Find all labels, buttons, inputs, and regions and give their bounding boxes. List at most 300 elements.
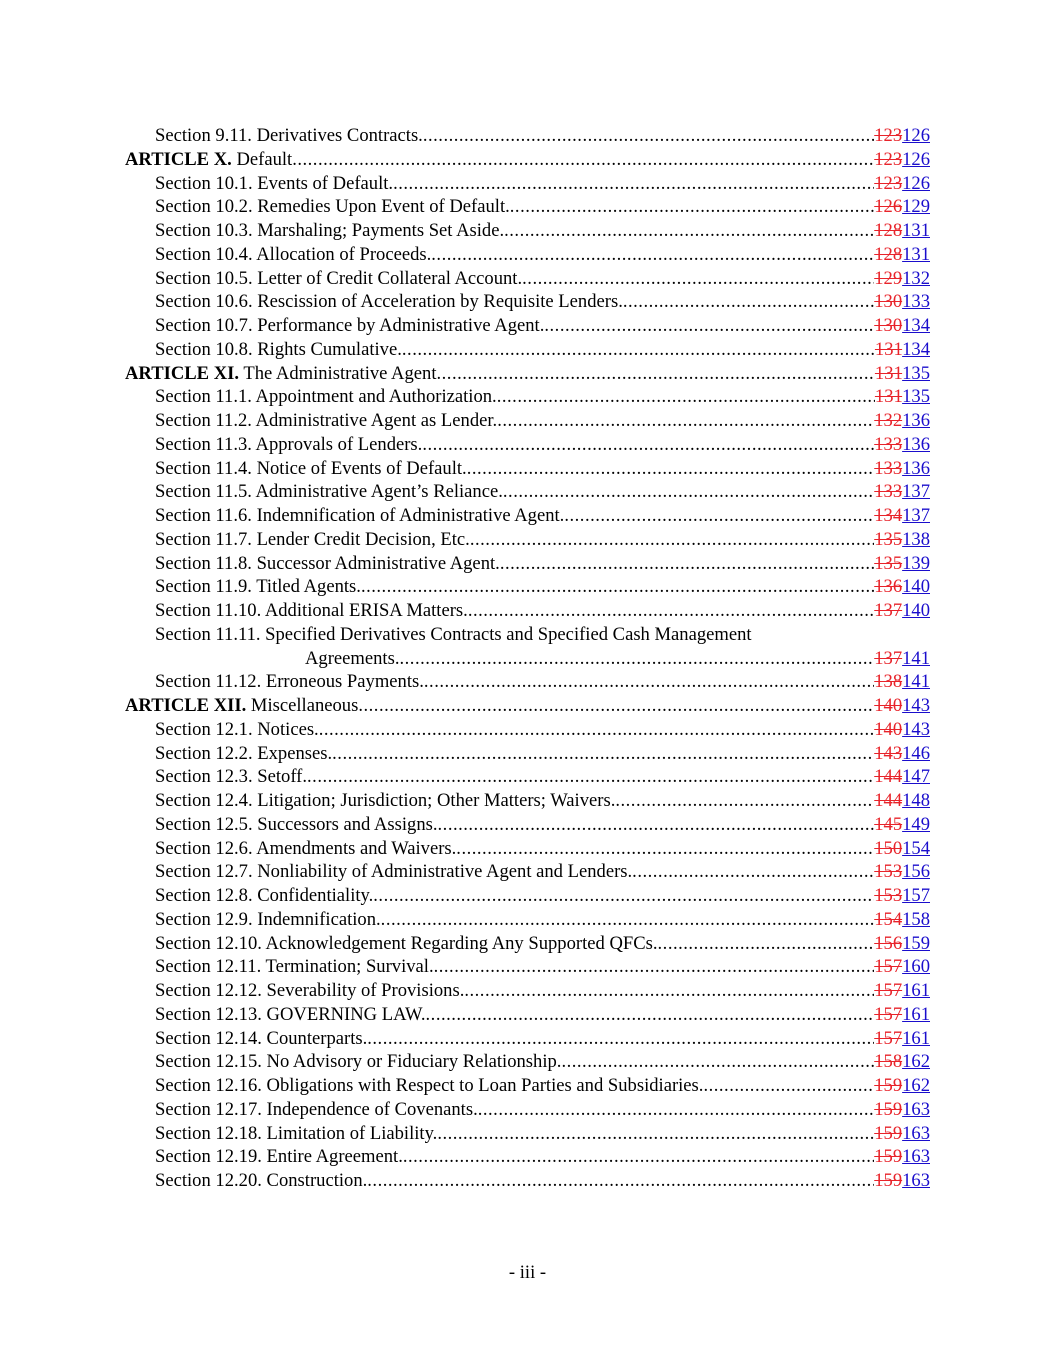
dot-leader: [437, 362, 875, 386]
toc-section-row[interactable]: [0, 884, 1055, 908]
toc-entry: [155, 124, 930, 148]
toc-entry: [155, 385, 930, 409]
dot-leader: [424, 670, 874, 694]
table-of-contents: [0, 124, 1055, 1193]
dot-leader: [504, 219, 874, 243]
inserted-page-number[interactable]: 156: [902, 861, 930, 883]
inserted-page-number[interactable]: 137: [902, 505, 930, 526]
inserted-page-number[interactable]: 160: [902, 956, 930, 978]
toc-entry: [155, 932, 930, 956]
deleted-page-number: 123: [874, 148, 903, 170]
inserted-page-number[interactable]: 141: [902, 671, 930, 693]
dot-leader: [658, 932, 875, 956]
page-refs: [874, 290, 930, 314]
deleted-page-number: 133: [874, 481, 903, 503]
deleted-page-number: 130: [874, 315, 903, 336]
toc-title: Section 12.14. Counterparts.: [155, 1027, 368, 1049]
inserted-page-number[interactable]: 126: [902, 125, 930, 146]
dot-leader: [373, 884, 874, 908]
toc-section-row[interactable]: [0, 742, 1055, 766]
toc-title: Section 12.12. Severability of Provisions.: [155, 980, 465, 1001]
toc-entry: [155, 789, 930, 813]
inserted-page-number[interactable]: 161: [902, 1027, 930, 1049]
toc-title: Section 11.5. Administrative Agent’s Reliance.: [155, 481, 503, 503]
inserted-page-number[interactable]: 143: [902, 718, 930, 740]
dot-leader: [400, 647, 875, 671]
dot-leader: [431, 243, 874, 267]
deleted-page-number: 157: [874, 980, 903, 1001]
inserted-page-number[interactable]: 161: [902, 980, 930, 1001]
toc-title: Section 12.5. Successors and Assigns.: [155, 813, 438, 835]
deleted-page-number: 130: [874, 291, 903, 313]
toc-title: Section 12.15. No Advisory or Fiduciary Relationship.: [155, 1051, 562, 1073]
dot-leader: [361, 575, 874, 599]
deleted-page-number: 137: [874, 600, 903, 621]
toc-entry: [155, 670, 930, 694]
deleted-page-number: 128: [874, 220, 903, 241]
toc-section-row[interactable]: [0, 409, 1055, 433]
toc-section-row[interactable]: [0, 575, 1055, 599]
toc-section-row[interactable]: [0, 480, 1055, 504]
toc-section-row[interactable]: [0, 1145, 1055, 1169]
inserted-page-number[interactable]: 139: [902, 552, 930, 574]
toc-entry: [305, 647, 930, 671]
deleted-page-number: 153: [874, 885, 903, 906]
deleted-page-number: 143: [874, 742, 903, 764]
inserted-page-number[interactable]: 154: [902, 837, 930, 859]
dot-leader: [402, 338, 875, 362]
toc-section-row[interactable]: [0, 1050, 1055, 1074]
toc-title: Section 12.13. GOVERNING LAW.: [155, 1003, 426, 1025]
toc-section-row[interactable]: [0, 837, 1055, 861]
toc-article-row[interactable]: [0, 148, 1055, 172]
deleted-page-number: 156: [874, 932, 903, 954]
toc-entry: [155, 409, 930, 433]
toc-title: Section 12.18. Limitation of Liability.: [155, 1122, 438, 1144]
inserted-page-number[interactable]: 129: [902, 196, 930, 218]
toc-title: Section 11.8. Successor Administrative Agent.: [155, 552, 500, 574]
toc-section-row[interactable]: [0, 765, 1055, 789]
dot-leader: [437, 1122, 874, 1146]
toc-title: Section 10.2. Remedies Upon Event of Default.: [155, 196, 510, 218]
toc-title: Section 11.1. Appointment and Authorization.: [155, 386, 497, 408]
page-refs: [874, 789, 930, 813]
inserted-page-number[interactable]: 140: [902, 600, 930, 621]
toc-entry: [155, 837, 930, 861]
dot-leader: [426, 1003, 875, 1027]
toc-entry: [125, 148, 930, 172]
inserted-page-number[interactable]: 126: [902, 148, 930, 170]
inserted-page-number[interactable]: 136: [902, 457, 930, 479]
toc-section-row[interactable]: [0, 1169, 1055, 1193]
page-refs: [874, 908, 930, 932]
toc-title: Section 12.3. Setoff.: [155, 766, 308, 788]
inserted-page-number[interactable]: 141: [902, 647, 930, 669]
page-refs: [874, 742, 930, 766]
deleted-page-number: 133: [874, 433, 903, 455]
toc-title: Section 11.9. Titled Agents.: [155, 576, 361, 598]
dot-leader: [544, 314, 874, 338]
toc-section-row[interactable]: [0, 718, 1055, 742]
page-refs: [874, 1050, 930, 1074]
toc-title: Section 12.17. Independence of Covenants.: [155, 1098, 478, 1120]
toc-entry: [155, 742, 930, 766]
toc-entry: [155, 1122, 930, 1146]
inserted-page-number[interactable]: 146: [902, 742, 930, 764]
page-refs: [874, 932, 930, 956]
toc-section-row[interactable]: [0, 1098, 1055, 1122]
inserted-page-number[interactable]: 163: [902, 1098, 930, 1120]
page-refs: [874, 694, 930, 718]
toc-entry: [155, 528, 930, 552]
inserted-page-number[interactable]: 163: [902, 1146, 930, 1168]
toc-entry: [155, 718, 930, 742]
deleted-page-number: 144: [874, 790, 903, 811]
deleted-page-number: 140: [874, 695, 903, 716]
toc-title: Section 12.19. Entire Agreement.: [155, 1146, 403, 1168]
inserted-page-number[interactable]: 134: [902, 338, 930, 360]
dot-leader: [403, 1145, 874, 1169]
toc-entry: [155, 552, 930, 576]
toc-entry: [155, 765, 930, 789]
toc-entry: [155, 219, 930, 243]
page-refs: [875, 385, 930, 409]
deleted-page-number: 123: [874, 125, 903, 146]
toc-section-row[interactable]: [0, 528, 1055, 552]
inserted-page-number[interactable]: 131: [902, 220, 930, 241]
toc-section-row[interactable]: [0, 670, 1055, 694]
toc-title: ARTICLE XII. Miscellaneous: [125, 695, 359, 716]
toc-entry: [155, 1098, 930, 1122]
deleted-page-number: 132: [874, 410, 903, 431]
toc-entry: [155, 314, 930, 338]
page-refs: [874, 575, 930, 599]
toc-title: Section 12.7. Nonliability of Administrative Agent and Lenders.: [155, 861, 633, 883]
dot-leader: [319, 718, 875, 742]
inserted-page-number[interactable]: 161: [902, 1003, 930, 1025]
article-number: ARTICLE XI.: [125, 362, 240, 384]
deleted-page-number: 157: [874, 956, 903, 978]
toc-entry: [155, 860, 930, 884]
deleted-page-number: 159: [874, 1122, 903, 1144]
dot-leader: [292, 148, 874, 172]
toc-title: Section 10.5. Letter of Credit Collateral Account.: [155, 267, 523, 289]
page-refs: [874, 1145, 930, 1169]
toc-entry: [125, 694, 930, 718]
toc-section-row[interactable]: [0, 172, 1055, 196]
deleted-page-number: 138: [874, 671, 903, 693]
inserted-page-number[interactable]: 135: [902, 386, 930, 408]
dot-leader: [703, 1074, 874, 1098]
toc-title: Section 11.12. Erroneous Payments.: [155, 671, 424, 693]
deleted-page-number: 134: [874, 505, 903, 526]
inserted-page-number[interactable]: 140: [902, 576, 930, 598]
toc-section-row[interactable]: [0, 1003, 1055, 1027]
page-refs: [874, 1122, 930, 1146]
inserted-page-number[interactable]: 126: [902, 172, 930, 194]
toc-title: Section 10.1. Events of Default.: [155, 172, 394, 194]
toc-section-row[interactable]: [0, 385, 1055, 409]
dot-leader: [393, 172, 874, 196]
inserted-page-number[interactable]: 137: [902, 481, 930, 503]
deleted-page-number: 123: [874, 172, 903, 194]
page-refs: [874, 955, 930, 979]
toc-entry: [155, 243, 930, 267]
deleted-page-number: 129: [874, 267, 903, 289]
inserted-page-number[interactable]: 159: [902, 932, 930, 954]
toc-section-row[interactable]: [0, 1122, 1055, 1146]
page-refs: [874, 670, 930, 694]
page-refs: [874, 433, 930, 457]
deleted-page-number: 133: [874, 457, 903, 479]
page-refs: [874, 195, 930, 219]
article-number: ARTICLE X.: [125, 148, 232, 170]
toc-section-row[interactable]: [0, 243, 1055, 267]
page-refs: [874, 480, 930, 504]
deleted-page-number: 153: [874, 861, 903, 883]
inserted-page-number[interactable]: 138: [902, 528, 930, 550]
toc-entry: [155, 1145, 930, 1169]
page-refs: [874, 1027, 930, 1051]
toc-section-row[interactable]: [0, 433, 1055, 457]
page-refs: [874, 148, 930, 172]
page-refs: [874, 647, 930, 671]
toc-title: Section 12.8. Confidentiality.: [155, 885, 374, 906]
toc-entry: [155, 1003, 930, 1027]
article-number: ARTICLE XII.: [125, 695, 247, 716]
toc-section-row[interactable]: [0, 457, 1055, 481]
deleted-page-number: 126: [874, 196, 903, 218]
toc-title: Section 12.11. Termination; Survival.: [155, 956, 434, 978]
toc-title: Section 12.6. Amendments and Waivers.: [155, 837, 457, 859]
toc-title: Section 12.10. Acknowledgement Regarding Any Supported QFCs.: [155, 932, 658, 954]
toc-section-row[interactable]: [0, 813, 1055, 837]
toc-section-row[interactable]: [0, 955, 1055, 979]
toc-entry: [155, 290, 930, 314]
dot-leader: [500, 552, 874, 576]
deleted-page-number: 131: [874, 362, 903, 384]
toc-section-row[interactable]: [0, 789, 1055, 813]
page-refs: [875, 338, 930, 362]
toc-entry: [155, 955, 930, 979]
toc-title: Section 11.2. Administrative Agent as Lender.: [155, 410, 498, 431]
deleted-page-number: 136: [874, 576, 903, 598]
toc-section-row[interactable]: [0, 267, 1055, 291]
toc-section-row[interactable]: [0, 932, 1055, 956]
page-refs: [874, 243, 930, 267]
page-refs: [874, 718, 930, 742]
inserted-page-number[interactable]: 147: [902, 766, 930, 788]
toc-title: Section 12.1. Notices.: [155, 718, 319, 740]
page-refs: [874, 837, 930, 861]
toc-title: Section 10.6. Rescission of Acceleration by Requisite Lenders.: [155, 291, 623, 313]
inserted-page-number[interactable]: 131: [902, 243, 930, 265]
toc-title: Section 10.4. Allocation of Proceeds.: [155, 243, 432, 265]
inserted-page-number[interactable]: 148: [902, 790, 930, 811]
page-refs: [874, 409, 930, 433]
page-refs: [874, 172, 930, 196]
deleted-page-number: 154: [874, 908, 903, 930]
toc-entry: [155, 338, 930, 362]
toc-title: Section 12.4. Litigation; Jurisdiction; Other Matters; Waivers.: [155, 790, 616, 811]
toc-entry: [155, 1027, 930, 1051]
toc-title: Section 11.7. Lender Credit Decision, Etc.: [155, 528, 470, 550]
inserted-page-number[interactable]: 162: [902, 1051, 930, 1073]
page-refs: [874, 528, 930, 552]
dot-leader: [307, 765, 874, 789]
deleted-page-number: 131: [874, 338, 903, 360]
toc-title: Section 10.3. Marshaling; Payments Set Aside.: [155, 220, 505, 241]
toc-section-row[interactable]: [0, 290, 1055, 314]
deleted-page-number: 145: [874, 813, 903, 835]
inserted-page-number[interactable]: 158: [902, 908, 930, 930]
toc-section-row[interactable]: [0, 338, 1055, 362]
dot-leader: [615, 789, 874, 813]
inserted-page-number[interactable]: 136: [902, 410, 930, 431]
inserted-page-number[interactable]: 143: [902, 695, 930, 716]
page-refs: [874, 1003, 930, 1027]
toc-section-row[interactable]: [0, 504, 1055, 528]
page-refs: [875, 362, 930, 386]
dot-leader: [464, 979, 874, 1003]
inserted-page-number[interactable]: 134: [902, 315, 930, 336]
toc-title: Section 11.10. Additional ERISA Matters.: [155, 600, 468, 621]
toc-article-row[interactable]: [0, 362, 1055, 386]
toc-section-row[interactable]: [0, 314, 1055, 338]
dot-leader: [381, 908, 875, 932]
dot-leader: [456, 837, 874, 861]
toc-section-row[interactable]: [0, 195, 1055, 219]
deleted-page-number: 157: [874, 1027, 903, 1049]
deleted-page-number: 128: [874, 243, 903, 265]
toc-entry: [155, 433, 930, 457]
toc-section-row[interactable]: [0, 124, 1055, 148]
toc-entry: [155, 457, 930, 481]
toc-entry: [155, 480, 930, 504]
toc-entry: [155, 979, 930, 1003]
inserted-page-number[interactable]: 133: [902, 291, 930, 313]
inserted-page-number[interactable]: 149: [902, 813, 930, 835]
toc-title: Section 12.2. Expenses.: [155, 742, 333, 764]
toc-entry: [155, 1050, 930, 1074]
deleted-page-number: 135: [874, 528, 903, 550]
deleted-page-number: 140: [874, 718, 903, 740]
dot-leader: [632, 860, 874, 884]
page-refs: [874, 314, 930, 338]
toc-section-row[interactable]: [0, 599, 1055, 623]
dot-leader: [623, 290, 874, 314]
page-refs: [874, 457, 930, 481]
toc-title-line1: Section 11.11. Specified Derivatives Contracts and Specified Cash Management: [155, 623, 752, 645]
toc-section-row[interactable]: [0, 219, 1055, 243]
toc-title: Section 12.16. Obligations with Respect to Loan Parties and Subsidiaries.: [155, 1075, 704, 1096]
toc-section-row[interactable]: [0, 1027, 1055, 1051]
dot-leader: [438, 813, 875, 837]
toc-title: Section 10.7. Performance by Administrative Agent.: [155, 315, 545, 336]
deleted-page-number: 150: [874, 837, 903, 859]
page-refs: [874, 267, 930, 291]
toc-entry: [155, 172, 930, 196]
dot-leader: [332, 742, 874, 766]
inserted-page-number[interactable]: 135: [902, 362, 930, 384]
toc-title: Section 12.20. Construction.: [155, 1170, 368, 1191]
dot-leader: [510, 195, 874, 219]
inserted-page-number[interactable]: 132: [902, 267, 930, 289]
toc-entry: [155, 267, 930, 291]
deleted-page-number: 159: [874, 1170, 903, 1191]
toc-entry: [125, 362, 930, 386]
toc-title: Agreements.: [305, 647, 400, 669]
page-refs: [874, 1098, 930, 1122]
dot-leader: [478, 1098, 874, 1122]
toc-entry: [155, 195, 930, 219]
deleted-page-number: 158: [874, 1051, 903, 1073]
toc-section-row[interactable]: [0, 979, 1055, 1003]
toc-entry: [155, 908, 930, 932]
toc-entry: [155, 599, 930, 623]
toc-section-row[interactable]: [0, 623, 1055, 671]
deleted-page-number: 157: [874, 1003, 903, 1025]
page-refs: [874, 813, 930, 837]
page-refs: [874, 504, 930, 528]
dot-leader: [503, 480, 874, 504]
toc-section-row[interactable]: [0, 860, 1055, 884]
deleted-page-number: 135: [874, 552, 903, 574]
dot-leader: [564, 504, 874, 528]
dot-leader: [470, 528, 874, 552]
inserted-page-number[interactable]: 136: [902, 433, 930, 455]
page-number: - iii -: [508, 1262, 547, 1283]
inserted-page-number[interactable]: 157: [902, 885, 930, 906]
inserted-page-number[interactable]: 163: [902, 1122, 930, 1144]
deleted-page-number: 159: [874, 1146, 903, 1168]
dot-leader: [467, 457, 875, 481]
page-refs: [874, 124, 930, 148]
deleted-page-number: 137: [874, 647, 903, 669]
toc-entry: [155, 1169, 930, 1193]
page-refs: [874, 860, 930, 884]
dot-leader: [367, 1027, 874, 1051]
page-refs: [874, 219, 930, 243]
toc-title: ARTICLE X. Default: [125, 148, 293, 170]
dot-leader: [561, 1050, 874, 1074]
page-refs: [874, 599, 930, 623]
toc-title: Section 11.6. Indemnification of Administrative Agent.: [155, 505, 565, 526]
inserted-page-number[interactable]: 163: [902, 1170, 930, 1191]
toc-section-row[interactable]: [0, 552, 1055, 576]
toc-title: Section 11.4. Notice of Events of Default.: [155, 457, 467, 479]
toc-title: Section 10.8. Rights Cumulative.: [155, 338, 402, 360]
toc-entry: [155, 504, 930, 528]
inserted-page-number[interactable]: 162: [902, 1075, 930, 1096]
toc-entry: [155, 575, 930, 599]
toc-section-row[interactable]: [0, 908, 1055, 932]
toc-title: Section 12.9. Indemnification.: [155, 908, 381, 930]
toc-section-row[interactable]: [0, 1074, 1055, 1098]
toc-article-row[interactable]: [0, 694, 1055, 718]
dot-leader: [522, 267, 874, 291]
dot-leader: [434, 955, 875, 979]
page-refs: [874, 552, 930, 576]
page-refs: [874, 884, 930, 908]
deleted-page-number: 144: [874, 766, 903, 788]
page-refs: [874, 765, 930, 789]
deleted-page-number: 159: [874, 1075, 903, 1096]
deleted-page-number: 159: [874, 1098, 903, 1120]
page-refs: [874, 979, 930, 1003]
dot-leader: [422, 433, 874, 457]
toc-title: Section 9.11. Derivatives Contracts.: [155, 125, 423, 146]
